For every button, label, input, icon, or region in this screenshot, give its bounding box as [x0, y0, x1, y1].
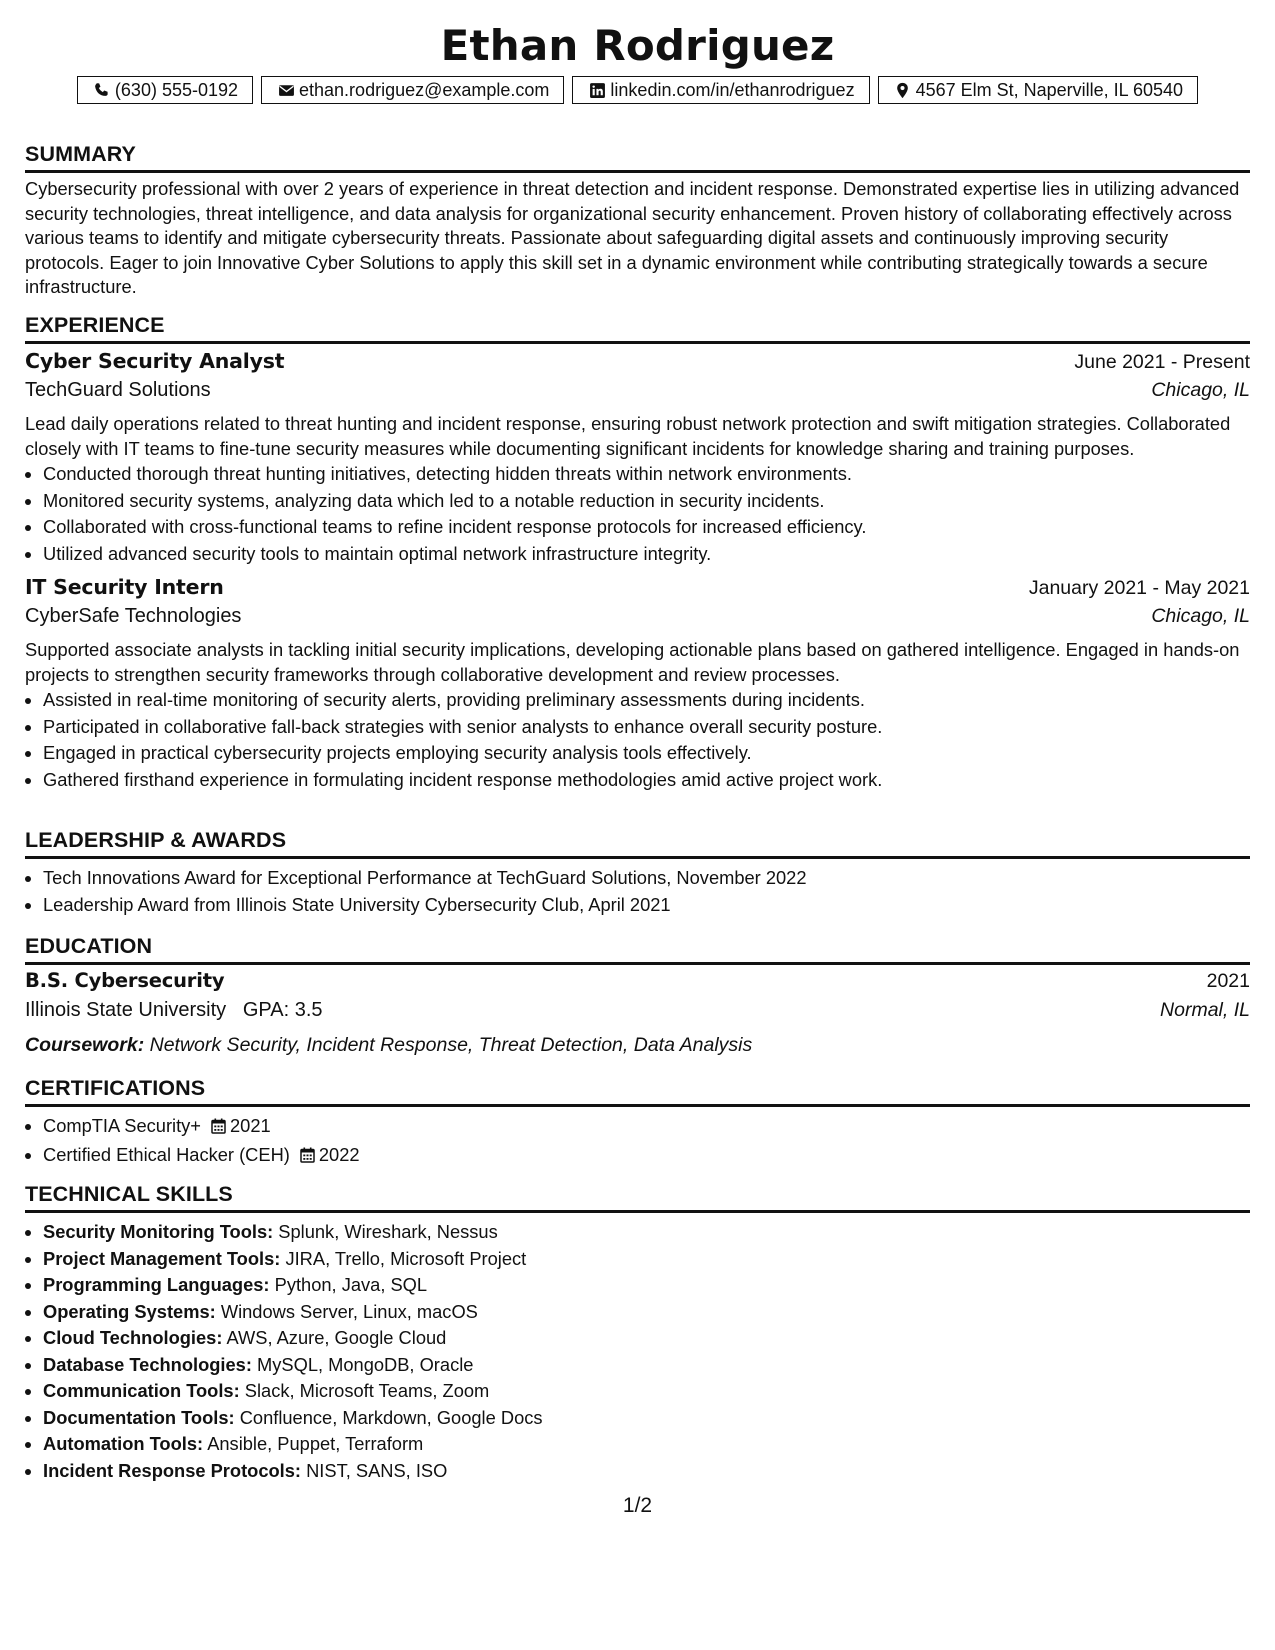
experience-section	[25, 313, 1250, 793]
skill-values: Windows Server, Linux, macOS	[220, 1300, 478, 1322]
contact-email[interactable]	[261, 76, 564, 104]
list-item: • Assisted in real-time monitoring of security alerts, providing preliminary assessments during incidents.	[43, 687, 1250, 714]
skill-values: AWS, Azure, Google Cloud	[226, 1327, 447, 1348]
skill-category: Communication Tools:	[43, 1380, 240, 1401]
phone-icon	[92, 81, 112, 99]
cert-name: CompTIA Security+	[43, 1115, 201, 1136]
coursework-list: Network Security, Incident Response, Threat Detection, Data Analysis	[149, 1034, 753, 1056]
skill-item	[43, 1405, 1250, 1432]
certifications-list	[25, 1113, 1250, 1170]
graduation-year: 2021	[1206, 970, 1250, 992]
section-divider	[25, 170, 1250, 173]
calendar-icon	[211, 1115, 226, 1142]
skills-list	[25, 1219, 1250, 1484]
contact-phone[interactable]	[77, 76, 253, 104]
gpa: GPA: 3.5	[242, 999, 323, 1021]
skill-item	[43, 1352, 1250, 1379]
linkedin-text: linkedin.com/in/ethanrodriguez	[610, 80, 855, 100]
address-text: 4567 Elm St, Naperville, IL 60540	[915, 80, 1184, 100]
skill-values: Python, Java, SQL	[274, 1274, 428, 1295]
resume-page	[25, 0, 1250, 1481]
section-divider	[25, 1104, 1250, 1107]
education-section	[25, 934, 1250, 1060]
list-item: • Conducted thorough threat hunting initiatives, detecting hidden threats within network environments.	[43, 461, 1250, 488]
phone-text: (630) 555-0192	[114, 80, 239, 100]
skill-category: Programming Languages:	[43, 1274, 270, 1295]
list-item	[43, 1142, 1250, 1171]
skill-category: Automation Tools:	[43, 1433, 204, 1454]
job-description: Supported associate analysts in tackling initial security implications, developing actionable plans based on gathered intelligence. Engaged in hands-on projects to strengthen security frameworks through collaborative development and review processes.	[25, 639, 1240, 685]
job-location: Chicago, IL	[1151, 379, 1250, 401]
skill-values: Ansible, Puppet, Terraform	[207, 1433, 424, 1454]
calendar-icon	[300, 1144, 315, 1171]
skill-item	[43, 1299, 1250, 1326]
map-pin-icon	[893, 81, 913, 99]
skill-category: Operating Systems:	[43, 1300, 216, 1322]
list-item: • Gathered firsthand experience in formulating incident response methodologies amid active project work.	[43, 767, 1250, 794]
section-divider	[25, 341, 1250, 344]
job-dates: January 2021 - May 2021	[1028, 577, 1250, 599]
skill-item	[43, 1378, 1250, 1405]
skill-item	[43, 1219, 1250, 1246]
skill-values: Confluence, Markdown, Google Docs	[239, 1406, 543, 1428]
skill-item	[43, 1431, 1250, 1458]
job-dates: June 2021 - Present	[1074, 351, 1250, 373]
linkedin-icon	[587, 81, 607, 99]
section-heading: LEADERSHIP & AWARDS	[25, 828, 287, 852]
job-description: Lead daily operations related to threat hunting and incident response, ensuring robust network protection and swift mitigation strategies. Collaborated closely with IT teams to fine-tune security measures while documenting significant incidents for knowledge sharing and training purposes.	[25, 413, 1231, 459]
contact-bar	[25, 76, 1250, 104]
skill-category: Database Technologies:	[43, 1353, 252, 1375]
skill-values: MySQL, MongoDB, Oracle	[257, 1353, 474, 1375]
skill-item	[43, 1325, 1250, 1352]
contact-address[interactable]	[878, 76, 1199, 104]
section-heading: CERTIFICATIONS	[25, 1076, 206, 1100]
skill-values: JIRA, Trello, Microsoft Project	[285, 1247, 527, 1269]
contact-linkedin[interactable]	[572, 76, 869, 104]
job-entry	[25, 575, 1250, 793]
page-number: 1/2	[622, 1494, 653, 1517]
summary-section	[25, 142, 1250, 300]
coursework-label: Coursework:	[25, 1034, 145, 1056]
cert-year: 2022	[318, 1143, 360, 1165]
skill-item	[43, 1272, 1250, 1299]
email-text: ethan.rodriguez@example.com	[299, 80, 550, 100]
degree: B.S. Cybersecurity	[25, 969, 225, 992]
list-item: • Utilized advanced security tools to maintain optimal network infrastructure integrity.	[43, 541, 1250, 568]
job-title: Cyber Security Analyst	[25, 349, 285, 373]
envelope-icon	[276, 81, 296, 99]
section-divider	[25, 962, 1250, 965]
list-item: • Participated in collaborative fall-back strategies with senior analysts to enhance overall security posture.	[43, 714, 1250, 741]
job-location: Chicago, IL	[1151, 605, 1250, 627]
job-bullets	[25, 461, 1250, 567]
skill-category: Project Management Tools:	[43, 1247, 281, 1269]
skill-item	[43, 1458, 1250, 1485]
awards-list	[25, 865, 1250, 918]
company-name: TechGuard Solutions	[25, 379, 211, 401]
awards-section	[25, 828, 1250, 918]
list-item: • Leadership Award from Illinois State University Cybersecurity Club, April 2021	[43, 892, 1250, 919]
skill-values: NIST, SANS, ISO	[306, 1459, 448, 1481]
list-item: • Collaborated with cross-functional teams to refine incident response protocols for increased efficiency.	[43, 514, 1250, 541]
certifications-section	[25, 1076, 1250, 1170]
list-item	[43, 1113, 1250, 1142]
school-name: Illinois State University	[25, 999, 227, 1021]
skill-category: Cloud Technologies:	[43, 1327, 223, 1348]
school-location: Normal, IL	[1160, 999, 1250, 1021]
job-bullets	[25, 687, 1250, 793]
cert-year: 2021	[230, 1115, 271, 1136]
skill-values: Slack, Microsoft Teams, Zoom	[244, 1380, 490, 1401]
list-item: • Engaged in practical cybersecurity projects employing security analysis tools effectively.	[43, 740, 1250, 767]
section-heading: EXPERIENCE	[25, 313, 165, 337]
coursework	[25, 1030, 1250, 1060]
section-heading: TECHNICAL SKILLS	[25, 1182, 233, 1206]
section-divider	[25, 856, 1250, 859]
skill-category: Incident Response Protocols:	[43, 1459, 302, 1481]
section-divider	[25, 1210, 1250, 1213]
job-title: IT Security Intern	[25, 575, 224, 599]
job-entry	[25, 349, 1250, 567]
summary-text: Cybersecurity professional with over 2 years of experience in threat detection and incident response. Demonstrated expertise lies in utilizing advanced security technologies, threat intelligence, and data analysis for organizational security enhancement. Proven history of collaborating effectively across various teams to identify and mitigate cybersecurity threats. Passionate about safeguarding digital assets and continuously improving security protocols. Eager to join Innovative Cyber Solutions to apply this skill set in a dynamic environment while contributing strategically towards a secure infrastructure.	[25, 178, 1240, 297]
section-heading: EDUCATION	[25, 934, 153, 958]
skills-section	[25, 1182, 1250, 1484]
skill-category: Documentation Tools:	[43, 1406, 235, 1428]
cert-name: Certified Ethical Hacker (CEH)	[43, 1143, 290, 1165]
skill-category: Security Monitoring Tools:	[43, 1221, 274, 1242]
candidate-name: Ethan Rodriguez	[440, 21, 835, 70]
skill-item	[43, 1246, 1250, 1273]
list-item: • Tech Innovations Award for Exceptional Performance at TechGuard Solutions, November 2022	[43, 865, 1250, 892]
section-heading: SUMMARY	[25, 142, 136, 166]
list-item: • Monitored security systems, analyzing data which led to a notable reduction in security incidents.	[43, 488, 1250, 515]
skill-values: Splunk, Wireshark, Nessus	[278, 1221, 498, 1242]
company-name: CyberSafe Technologies	[25, 605, 242, 627]
